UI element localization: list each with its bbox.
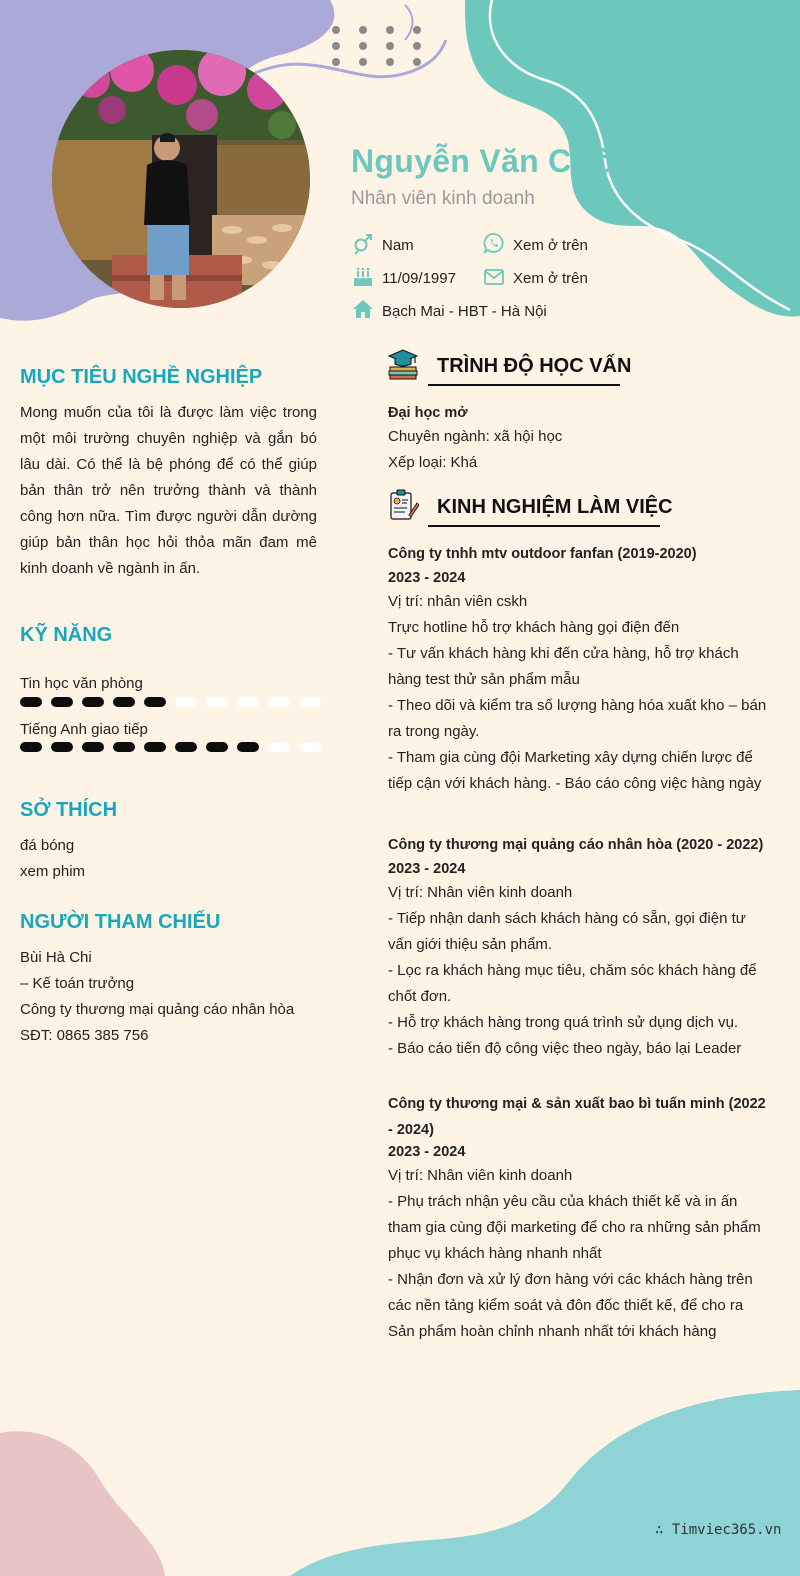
job-duty: - Tham gia cùng đội Marketing xây dựng chiến lược để tiếp cận với khách hàng. - Báo cáo công việc hàng ngày <box>388 749 762 792</box>
job-position: Vị trí: Nhân viên kinh doanh <box>388 1167 573 1184</box>
gender-icon <box>352 233 374 255</box>
skill-rating <box>20 742 320 756</box>
hobby-item: đá bóng <box>20 837 75 854</box>
job-position: Vị trí: nhân viên cskh <box>388 593 528 610</box>
job-company: Công ty thương mại & sản xuất bao bì tuấn minh (2022 - 2024) <box>388 1096 766 1138</box>
skill-dot-filled <box>82 742 104 752</box>
graduation-cap-icon <box>387 348 419 380</box>
gender-value: Nam <box>382 237 414 254</box>
birthday-cake-icon <box>352 266 374 288</box>
envelope-icon <box>483 266 505 288</box>
experience-underline <box>428 525 660 527</box>
skill-dot-filled <box>51 742 73 752</box>
skill-dot-empty <box>237 697 259 707</box>
hobbies-heading: SỞ THÍCH <box>20 799 118 821</box>
job-period: 2023 - 2024 <box>388 861 466 877</box>
whatsapp-icon <box>483 232 505 254</box>
skill-dot-filled <box>175 742 197 752</box>
hobby-item: xem phim <box>20 863 86 880</box>
resume-document-icon <box>387 489 419 521</box>
reference-line: Công ty thương mại quảng cáo nhân hòa <box>20 1001 295 1018</box>
skill-dot-filled <box>82 697 104 707</box>
objective-text: Mong muốn của tôi là được làm việc trong một môi trường chuyên nghiệp và gắn bó lâu dài. Có thể là bệ phóng để có thể giúp bản thân trở nên trưởng thành và thành công hơn nữa. Tìm được người dẫn dường giúp bản thân học hỏi thỏa mãn đam mê kinh doanh về ngành in ấn. <box>20 404 317 577</box>
job-duty: - Lọc ra khách hàng mục tiêu, chăm sóc khách hàng để chốt đơn. <box>388 962 757 1005</box>
job-period: 2023 - 2024 <box>388 1144 466 1160</box>
objective-heading: MỤC TIÊU NGHỀ NGHIỆP <box>20 366 263 388</box>
skill-rating <box>20 697 320 711</box>
skill-dot-empty <box>299 742 321 752</box>
candidate-name: Nguyễn Văn Cường <box>351 143 658 179</box>
skill-dot-empty <box>206 697 228 707</box>
job-duty: Trực hotline hỗ trợ khách hàng gọi điện đến <box>388 619 680 636</box>
skill-dot-empty <box>268 742 290 752</box>
home-icon <box>352 299 374 319</box>
education-major: Chuyên ngành: xã hội học <box>388 428 563 445</box>
reference-heading: NGƯỜI THAM CHIẾU <box>20 911 221 933</box>
job-duty: - Báo cáo tiến độ công việc theo ngày, báo lại Leader <box>388 1040 742 1057</box>
skill-dot-empty <box>299 697 321 707</box>
reference-line: SĐT: 0865 385 756 <box>20 1027 149 1044</box>
skill-name: Tiếng Anh giao tiếp <box>20 721 148 738</box>
job-duty: - Theo dõi và kiểm tra số lượng hàng hóa xuất kho – bán ra trong ngày. <box>388 697 767 740</box>
skill-dot-filled <box>20 697 42 707</box>
skill-name: Tin học văn phòng <box>20 675 143 692</box>
profile-photo <box>52 50 310 308</box>
brand-watermark: ∴ Timviec365.vn <box>655 1522 782 1538</box>
skill-dot-empty <box>175 697 197 707</box>
reference-line: Bùi Hà Chi <box>20 949 92 966</box>
skill-dot-filled <box>206 742 228 752</box>
skill-dot-filled <box>144 697 166 707</box>
skill-dot-empty <box>268 697 290 707</box>
education-underline <box>428 384 620 386</box>
address-value: Bạch Mai - HBT - Hà Nội <box>382 303 547 320</box>
job-duty: - Tư vấn khách hàng khi đến cửa hàng, hỗ trợ khách hàng test thử sản phẩm mẫu <box>388 645 739 688</box>
birthday-value: 11/09/1997 <box>382 270 456 287</box>
job-position: Vị trí: Nhân viên kinh doanh <box>388 884 573 901</box>
job-period: 2023 - 2024 <box>388 570 466 586</box>
job-duty: - Phụ trách nhận yêu cầu của khách thiết kế và in ấn tham gia cùng đội marketing để cho ra những sản phẩm phục vụ khách hàng nhanh nhất <box>388 1193 761 1262</box>
skill-dot-filled <box>113 742 135 752</box>
education-heading: TRÌNH ĐỘ HỌC VẤN <box>437 355 632 377</box>
job-company: Công ty tnhh mtv outdoor fanfan (2019-2020) <box>388 546 697 562</box>
job-duty: - Hỗ trợ khách hàng trong quá trình sử dụng dịch vụ. <box>388 1014 739 1031</box>
skill-dot-filled <box>144 742 166 752</box>
job-company: Công ty thương mại quảng cáo nhân hòa (2020 - 2022) <box>388 837 764 853</box>
experience-heading: KINH NGHIỆM LÀM VIỆC <box>437 496 673 518</box>
skill-dot-filled <box>237 742 259 752</box>
skill-dot-filled <box>113 697 135 707</box>
job-duty: - Tiếp nhận danh sách khách hàng có sẵn, gọi điện tư vấn giới thiệu sản phẩm. <box>388 910 746 953</box>
education-rank: Xếp loại: Khá <box>388 454 478 471</box>
email-value: Xem ở trên <box>513 270 588 287</box>
job-duty: - Nhận đơn và xử lý đơn hàng với các khách hàng trên các nền tảng kiểm soát và đôn đốc thiết kế, để cho ra Sản phẩm hoàn chỉnh nhanh nhất tới khách hàng <box>388 1271 753 1340</box>
education-school: Đại học mở <box>388 405 468 421</box>
skill-dot-filled <box>20 742 42 752</box>
phone-value: Xem ở trên <box>513 237 588 254</box>
reference-line: – Kế toán trưởng <box>20 975 135 992</box>
job-title: Nhân viên kinh doanh <box>351 188 535 209</box>
skill-dot-filled <box>51 697 73 707</box>
skills-heading: KỸ NĂNG <box>20 624 113 646</box>
